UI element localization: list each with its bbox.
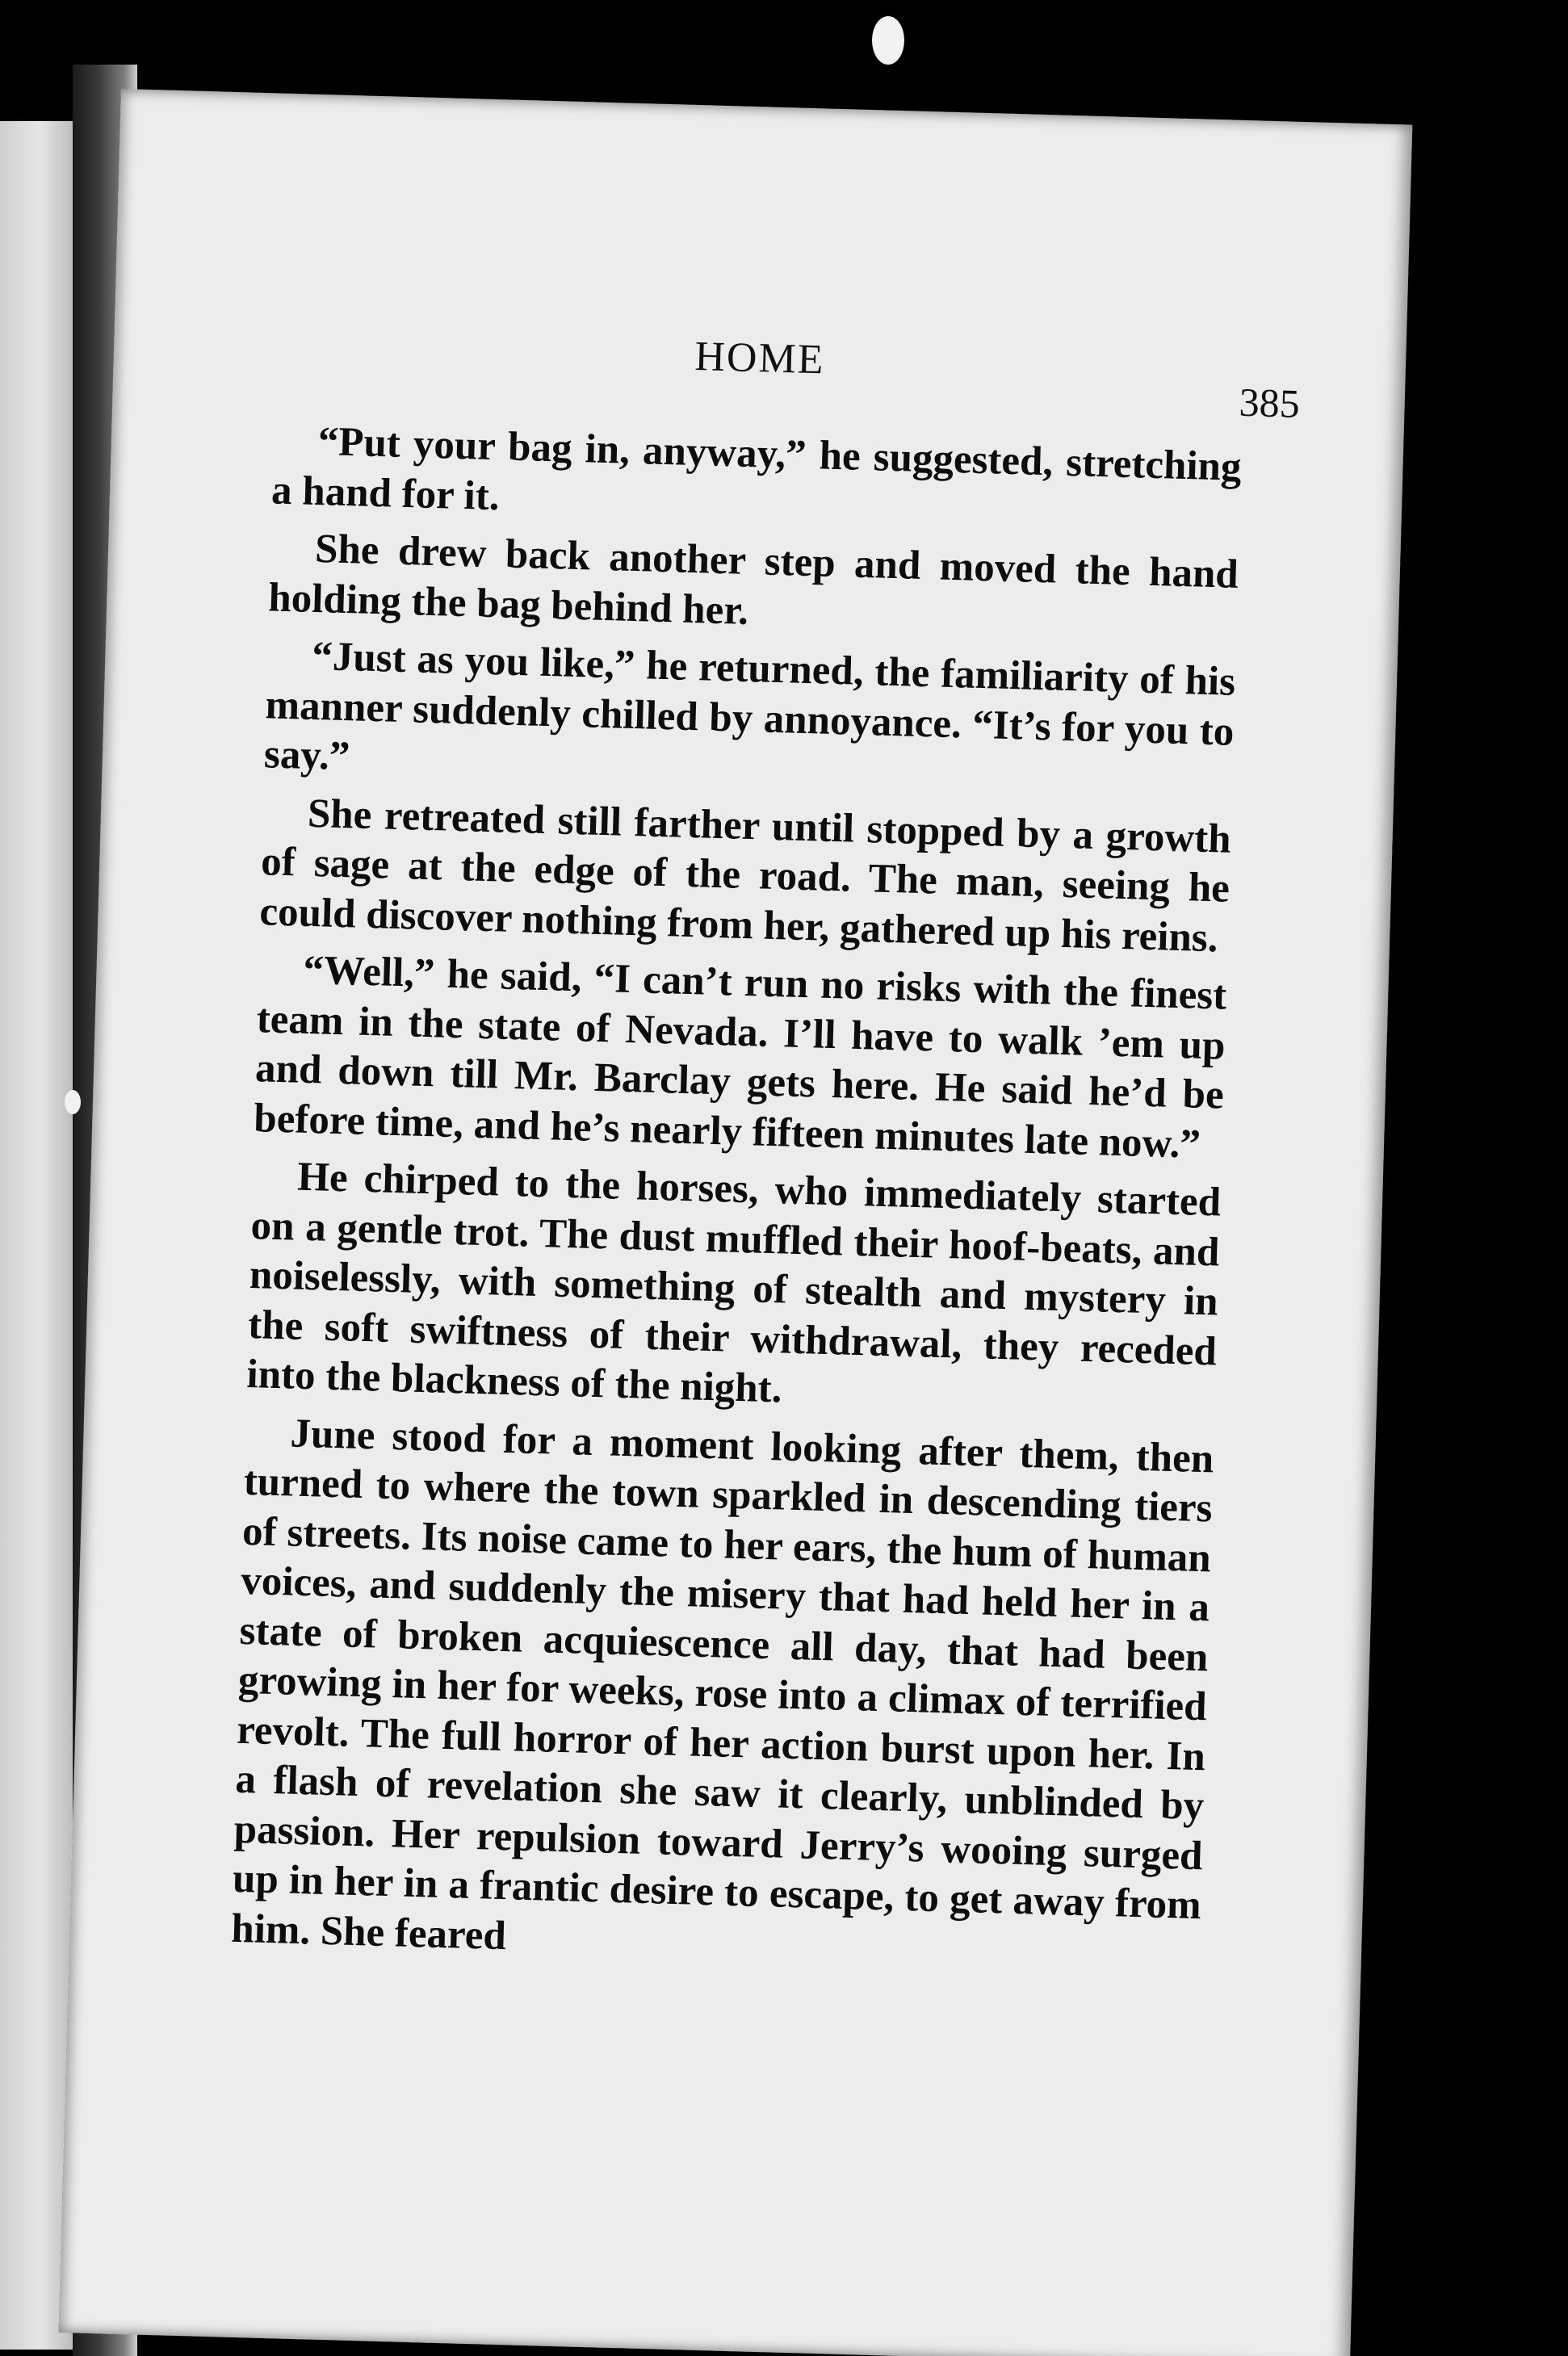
book-page bbox=[58, 89, 1412, 2356]
paragraph: June stood for a moment looking after them, then turned to where the town sparkled in descending tiers of streets. Its noise came to her ears, the hum of human voices, and suddenly the misery that had held her in a state of broken acquiescence all day, that had been growing in her for weeks, rose into a climax of terrified revolt. The full horror of her action burst upon her. In a flash of revelation she saw it clearly, unblinded by passion. Her repulsion toward Jerry’s wooing surged up in her in a frantic desire to escape, to get away from him. She feared bbox=[230, 1411, 1214, 1959]
page-number: 385 bbox=[1238, 379, 1301, 426]
paragraph: She retreated still farther until stopped by a growth of sage at the edge of the road. The man, seeing he could discover nothing from her, gathered up his reins. bbox=[258, 790, 1232, 961]
running-head: HOME bbox=[694, 333, 826, 384]
paragraph: “Put your bag in, anyway,” he suggested, stretching a hand for it. bbox=[270, 418, 1243, 519]
body-text bbox=[230, 416, 1242, 1989]
scan-speck bbox=[872, 16, 904, 65]
scan-speck bbox=[65, 1090, 81, 1114]
paragraph: “Well,” he said, “I can’t run no risks with the finest team in the state of Nevada. I’ll have to walk ’em up and down till Mr. Barclay gets here. He said he’d be before time, and he’s nearly fifteen minutes late now.” bbox=[253, 947, 1227, 1168]
facing-page-edge bbox=[0, 121, 73, 2350]
paragraph: “Just as you like,” he returned, the familiarity of his manner suddenly chilled by annoyance. “It’s for you to say.” bbox=[263, 633, 1236, 780]
paragraph: He chirped to the horses, who immediately started on a gentle trot. The dust muffled their hoof-beats, and noiselessly, with something of stealth and mystery in the soft swiftness of their withdrawal, they receded into the blackness of the night. bbox=[245, 1154, 1222, 1412]
paragraph: She drew back another step and moved the hand holding the bag behind her. bbox=[267, 526, 1239, 634]
